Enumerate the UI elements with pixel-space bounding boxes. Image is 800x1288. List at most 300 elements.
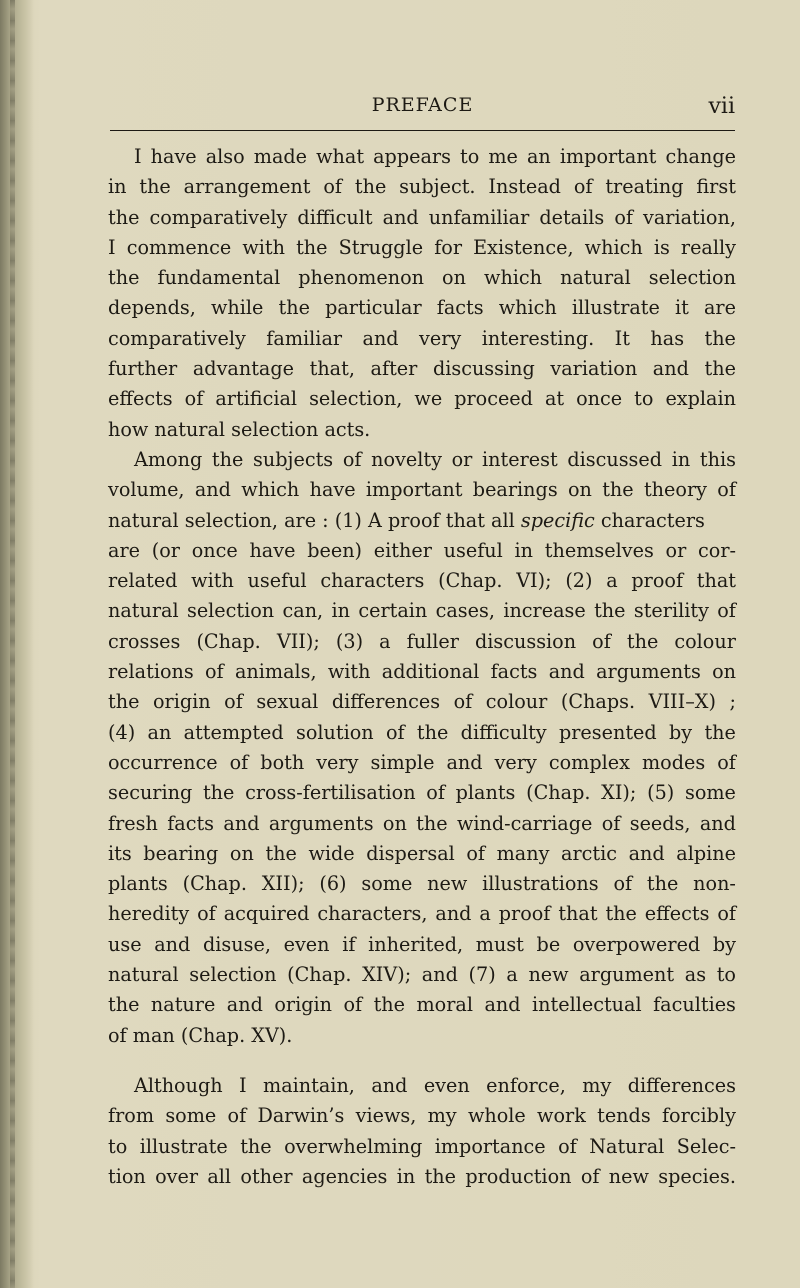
word: illustrate bbox=[571, 296, 660, 320]
word: variation, bbox=[643, 205, 736, 229]
word: selection bbox=[186, 599, 275, 623]
word: in bbox=[108, 175, 127, 199]
text-line bbox=[108, 899, 736, 929]
word: depends, bbox=[108, 296, 196, 320]
word: differences bbox=[627, 1073, 736, 1097]
word: that, bbox=[309, 357, 355, 381]
word: which bbox=[484, 266, 543, 290]
word: certain bbox=[358, 599, 428, 623]
word: I bbox=[239, 1073, 247, 1097]
text-line bbox=[108, 475, 736, 505]
word: interesting. bbox=[481, 326, 595, 350]
word: of bbox=[717, 599, 736, 623]
word: made bbox=[253, 145, 308, 168]
word: and bbox=[371, 1073, 408, 1097]
text-line bbox=[108, 809, 736, 839]
word: familiar bbox=[266, 326, 343, 350]
word: and bbox=[652, 357, 689, 381]
word: difficulty bbox=[460, 720, 547, 744]
word: natural bbox=[560, 266, 631, 290]
word: (7) bbox=[468, 963, 496, 987]
word: I bbox=[108, 235, 116, 259]
word: of bbox=[342, 447, 362, 471]
word: of bbox=[205, 660, 224, 684]
word: we bbox=[414, 387, 443, 411]
text-line bbox=[108, 748, 736, 778]
word: (Chap. bbox=[526, 781, 591, 805]
text-line bbox=[108, 293, 736, 323]
word: of bbox=[323, 175, 343, 199]
word: volume, bbox=[108, 478, 185, 502]
word: cases, bbox=[435, 599, 495, 623]
text-line bbox=[108, 596, 736, 626]
word: the bbox=[265, 841, 297, 865]
word: artificial bbox=[215, 387, 298, 411]
word: of bbox=[592, 629, 611, 653]
word: use bbox=[108, 932, 142, 956]
paragraph-spacer bbox=[108, 1051, 736, 1071]
text-line bbox=[108, 960, 736, 990]
text-line bbox=[108, 1101, 736, 1131]
text-line bbox=[108, 445, 736, 475]
word: acquired bbox=[223, 902, 310, 926]
word: intellectual bbox=[532, 993, 642, 1017]
word: to bbox=[634, 387, 654, 411]
word: wide bbox=[308, 841, 355, 865]
word: the bbox=[605, 902, 637, 926]
word: argument bbox=[579, 963, 675, 987]
word: increase bbox=[503, 599, 586, 623]
word: and bbox=[548, 660, 585, 684]
text-line bbox=[108, 778, 736, 808]
word: of bbox=[466, 841, 486, 865]
word: have bbox=[249, 538, 296, 562]
word: (Chap. bbox=[287, 963, 352, 987]
word: the bbox=[139, 175, 171, 199]
word: VIII–X) bbox=[648, 690, 716, 714]
word: very bbox=[316, 750, 359, 774]
text-line bbox=[108, 869, 736, 899]
word: first bbox=[696, 175, 736, 199]
word: facts bbox=[167, 811, 215, 835]
word: either bbox=[373, 538, 432, 562]
word: in bbox=[331, 599, 351, 623]
word: which bbox=[498, 296, 557, 320]
word: VI); bbox=[516, 569, 552, 593]
page-number: vii bbox=[708, 94, 735, 119]
word: relations bbox=[108, 660, 194, 684]
word: a bbox=[606, 569, 618, 593]
word: phenomenon bbox=[298, 266, 424, 290]
word: has bbox=[650, 326, 685, 350]
word: plants bbox=[455, 781, 516, 805]
word: views, bbox=[355, 1104, 417, 1128]
italic-word: specific bbox=[520, 508, 595, 532]
word: comparatively bbox=[108, 326, 246, 350]
text-line bbox=[108, 1162, 736, 1192]
word: themselves bbox=[544, 538, 654, 562]
word: me bbox=[488, 145, 518, 168]
word: arguments bbox=[596, 660, 701, 684]
word: colour bbox=[485, 690, 548, 714]
word: Although bbox=[134, 1073, 223, 1097]
word: of bbox=[453, 690, 473, 714]
word: arrangement bbox=[183, 175, 311, 199]
word: (Chap. bbox=[196, 629, 261, 653]
word: even bbox=[283, 932, 330, 956]
text-line bbox=[108, 324, 736, 354]
paragraph-2 bbox=[108, 445, 736, 1051]
word: a bbox=[506, 963, 518, 987]
word: fuller bbox=[406, 629, 459, 653]
word: and bbox=[435, 902, 472, 926]
word: to bbox=[108, 1134, 128, 1158]
word: are bbox=[108, 538, 140, 562]
word: fundamental bbox=[157, 266, 281, 290]
word: all bbox=[207, 1164, 232, 1188]
text-line bbox=[108, 354, 736, 384]
word: arctic bbox=[561, 841, 617, 865]
text-line bbox=[108, 657, 736, 687]
word: the bbox=[296, 235, 328, 259]
word: and bbox=[362, 326, 399, 350]
word: on bbox=[382, 811, 407, 835]
word: the bbox=[354, 175, 387, 199]
word: Darwin’s bbox=[257, 1104, 345, 1128]
word: heredity bbox=[108, 902, 190, 926]
word: a bbox=[379, 629, 391, 653]
page-header bbox=[110, 94, 735, 124]
word: importance bbox=[434, 1134, 546, 1158]
word: of bbox=[426, 781, 445, 805]
word: some bbox=[361, 872, 413, 896]
word: very bbox=[419, 326, 462, 350]
word: which bbox=[584, 235, 643, 259]
word: work bbox=[537, 1104, 586, 1128]
word: and bbox=[194, 478, 231, 502]
text-line: how natural selection acts. bbox=[108, 417, 371, 441]
word: be bbox=[536, 932, 561, 956]
word: arguments bbox=[268, 811, 374, 835]
word: difficult bbox=[297, 205, 373, 229]
word: new bbox=[528, 963, 569, 987]
word: the bbox=[108, 266, 140, 290]
word: useful bbox=[443, 538, 503, 562]
text-line bbox=[108, 687, 736, 717]
word: important bbox=[365, 478, 463, 502]
word: wind-carriage bbox=[456, 811, 593, 835]
word: It bbox=[614, 326, 630, 350]
word: seeds, bbox=[629, 811, 691, 835]
word: at bbox=[544, 387, 565, 411]
word: advantage bbox=[192, 357, 294, 381]
word: additional bbox=[381, 660, 480, 684]
word: presented bbox=[558, 720, 657, 744]
word: facts bbox=[490, 660, 538, 684]
word: variation bbox=[550, 357, 638, 381]
word: important bbox=[559, 145, 657, 168]
word: of bbox=[385, 720, 405, 744]
word: of bbox=[614, 205, 633, 229]
word: the bbox=[240, 1134, 272, 1158]
word: enforce, bbox=[486, 1073, 566, 1097]
word: nature bbox=[150, 993, 216, 1017]
word: also bbox=[205, 145, 245, 168]
word: treating bbox=[605, 175, 684, 199]
text-line bbox=[108, 627, 736, 657]
word: sexual bbox=[256, 690, 319, 714]
word: is bbox=[653, 235, 670, 259]
word: and bbox=[226, 993, 263, 1017]
word: Selec- bbox=[676, 1134, 736, 1158]
word: the bbox=[704, 720, 736, 744]
word: non- bbox=[693, 872, 736, 896]
word: have bbox=[150, 145, 197, 168]
word: and bbox=[382, 205, 419, 229]
word: bearings bbox=[472, 478, 558, 502]
word: which bbox=[241, 478, 300, 502]
word: tion bbox=[108, 1164, 146, 1188]
word: of bbox=[227, 1104, 247, 1128]
word: that bbox=[696, 569, 736, 593]
word: change bbox=[665, 145, 736, 168]
word: XIV); bbox=[362, 963, 412, 987]
word: particular bbox=[325, 296, 422, 320]
word: while bbox=[210, 296, 264, 320]
word: (2) bbox=[565, 569, 593, 593]
word: overpowered bbox=[572, 932, 701, 956]
word: of bbox=[717, 902, 736, 926]
text-line bbox=[108, 142, 736, 172]
word: the bbox=[108, 690, 140, 714]
word: really bbox=[680, 235, 736, 259]
word: it bbox=[675, 296, 689, 320]
word: the bbox=[646, 872, 679, 896]
word: overwhelming bbox=[284, 1134, 423, 1158]
word: bearing bbox=[143, 841, 219, 865]
word: the bbox=[373, 993, 406, 1017]
word: some bbox=[165, 1104, 217, 1128]
word: a bbox=[479, 902, 491, 926]
word: selection, bbox=[309, 387, 403, 411]
paragraph-3 bbox=[108, 1071, 736, 1192]
word: the bbox=[416, 720, 449, 744]
word: selection bbox=[648, 266, 736, 290]
word: the bbox=[626, 629, 659, 653]
word: theory bbox=[643, 478, 707, 502]
word: complex bbox=[548, 750, 630, 774]
word: of bbox=[229, 750, 249, 774]
word: natural bbox=[108, 599, 179, 623]
word: attempted bbox=[183, 720, 284, 744]
word: some bbox=[684, 781, 736, 805]
word: Instead bbox=[488, 175, 561, 199]
word: and bbox=[154, 932, 191, 956]
word: the bbox=[108, 993, 140, 1017]
word: very bbox=[494, 750, 537, 774]
word: and bbox=[628, 841, 665, 865]
word: even bbox=[423, 1073, 470, 1097]
word: and bbox=[446, 750, 483, 774]
word: (3) bbox=[335, 629, 364, 653]
word: differences bbox=[331, 690, 441, 714]
word: XI); bbox=[601, 781, 637, 805]
word: on bbox=[712, 660, 736, 684]
word: (Chap. bbox=[182, 872, 247, 896]
word: characters, bbox=[317, 902, 428, 926]
word: proof bbox=[631, 569, 684, 593]
word: crosses bbox=[108, 629, 181, 653]
word: on bbox=[442, 266, 466, 290]
word: XII); bbox=[261, 872, 305, 896]
word: and bbox=[421, 963, 458, 987]
word: over bbox=[155, 1164, 199, 1188]
word: subjects bbox=[253, 447, 334, 471]
word: in bbox=[671, 447, 691, 471]
word: both bbox=[260, 750, 305, 774]
word: the bbox=[108, 205, 140, 229]
word: have bbox=[309, 478, 356, 502]
word: effects bbox=[644, 902, 710, 926]
word: colour bbox=[674, 629, 736, 653]
word: of bbox=[601, 811, 621, 835]
word: the bbox=[704, 326, 736, 350]
word: once bbox=[576, 387, 623, 411]
word: an bbox=[147, 720, 172, 744]
text-line bbox=[108, 172, 736, 202]
word: of bbox=[184, 387, 204, 411]
word: production bbox=[465, 1164, 572, 1188]
word: illustrations bbox=[482, 872, 599, 896]
word: the bbox=[704, 357, 736, 381]
word: in bbox=[396, 1164, 416, 1188]
word: on bbox=[229, 841, 254, 865]
word: animals, bbox=[234, 660, 317, 684]
word: Natural bbox=[589, 1134, 665, 1158]
word: the bbox=[278, 296, 310, 320]
word: faculties bbox=[653, 993, 736, 1017]
word: further bbox=[108, 357, 178, 381]
word: of bbox=[580, 1164, 600, 1188]
word: unfamiliar bbox=[428, 205, 530, 229]
word: origin bbox=[152, 690, 211, 714]
word: (6) bbox=[319, 872, 347, 896]
word: dispersal bbox=[366, 841, 455, 865]
word: plants bbox=[108, 872, 168, 896]
word: solution bbox=[295, 720, 374, 744]
word: (4) bbox=[108, 720, 136, 744]
word: discussed bbox=[567, 447, 663, 471]
word: interest bbox=[482, 447, 558, 471]
body-text bbox=[108, 142, 736, 1192]
word: whole bbox=[467, 1104, 526, 1128]
word: (Chaps. bbox=[560, 690, 636, 714]
word: many bbox=[496, 841, 550, 865]
word: (5) bbox=[647, 781, 675, 805]
word: related bbox=[108, 569, 178, 593]
word: I bbox=[134, 145, 142, 168]
word: explain bbox=[665, 387, 736, 411]
word: maintain, bbox=[263, 1073, 355, 1097]
word: occurrence bbox=[108, 750, 218, 774]
text-line bbox=[108, 990, 736, 1020]
header-rule bbox=[110, 130, 735, 131]
word: my bbox=[582, 1073, 612, 1097]
word: for bbox=[434, 235, 463, 259]
word: of bbox=[717, 478, 736, 502]
word: useful bbox=[247, 569, 307, 593]
word: with bbox=[327, 660, 371, 684]
word: of bbox=[573, 175, 593, 199]
word: Among bbox=[134, 447, 203, 471]
word: VII); bbox=[276, 629, 320, 653]
word: appears bbox=[373, 145, 451, 168]
word: of bbox=[613, 872, 633, 896]
word: my bbox=[427, 1104, 457, 1128]
text-line bbox=[108, 203, 736, 233]
paragraph-1 bbox=[108, 142, 736, 445]
word: the bbox=[416, 811, 448, 835]
text-line: of man (Chap. XV). bbox=[108, 1023, 293, 1047]
word: of bbox=[558, 1134, 577, 1158]
binding-shadow bbox=[10, 0, 15, 1288]
text-line bbox=[108, 1132, 736, 1162]
word: inherited, bbox=[368, 932, 464, 956]
word: moral bbox=[416, 993, 473, 1017]
word: modes bbox=[641, 750, 706, 774]
text-line bbox=[108, 263, 736, 293]
word: sterility bbox=[633, 599, 709, 623]
word: ; bbox=[729, 690, 736, 714]
word: can, bbox=[282, 599, 324, 623]
word: with bbox=[191, 569, 234, 593]
word: the bbox=[594, 599, 626, 623]
word: with bbox=[242, 235, 285, 259]
word: of bbox=[224, 690, 243, 714]
word: the bbox=[424, 1164, 456, 1188]
word: proof bbox=[498, 902, 551, 926]
word: (Chap. bbox=[438, 569, 503, 593]
word: on bbox=[567, 478, 592, 502]
word: comparatively bbox=[149, 205, 288, 229]
word: cor- bbox=[698, 538, 736, 562]
word: tends bbox=[597, 1104, 651, 1128]
word: its bbox=[108, 841, 132, 865]
word: new bbox=[608, 1164, 649, 1188]
word: of bbox=[197, 902, 216, 926]
word: novelty bbox=[371, 447, 442, 471]
word: illustrate bbox=[139, 1134, 228, 1158]
word: discussing bbox=[432, 357, 535, 381]
word: the bbox=[202, 781, 235, 805]
word: selection bbox=[189, 963, 277, 987]
word: and bbox=[699, 811, 736, 835]
word: are bbox=[703, 296, 736, 320]
word: or bbox=[665, 538, 687, 562]
word: once bbox=[191, 538, 238, 562]
word: new bbox=[427, 872, 468, 896]
word: must bbox=[475, 932, 524, 956]
word: details bbox=[539, 205, 605, 229]
word: what bbox=[316, 145, 365, 168]
word: securing bbox=[108, 781, 193, 805]
word: or bbox=[451, 447, 473, 471]
word: an bbox=[526, 145, 551, 168]
word: of bbox=[717, 750, 736, 774]
word: to bbox=[460, 145, 480, 168]
word: Struggle bbox=[338, 235, 424, 259]
text-line bbox=[108, 839, 736, 869]
